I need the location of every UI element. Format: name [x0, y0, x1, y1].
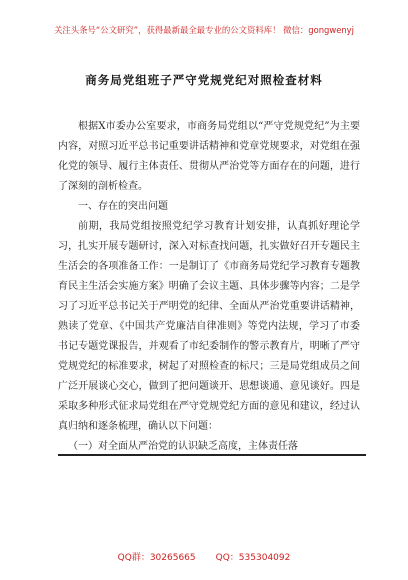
subsection-heading-text: （一）对全面从严治党的认识缺乏高度，主体责任落 — [68, 441, 298, 452]
heading-underline — [58, 454, 366, 456]
qq-group-number: QQ群：30265665 — [117, 553, 196, 563]
promo-banner: 关注头条号“公文研究”，获得最新最全最专业的公文资料库！ 微信：gongwenyj — [54, 25, 354, 35]
qq-number: QQ：535304092 — [215, 553, 291, 563]
document-body — [58, 117, 360, 457]
section-heading: 一、存在的突出问题 — [78, 201, 168, 212]
intro-paragraph: 根据X市委办公室要求，市商务局党组以“严守党规党纪”为主要内容，对照习近平总书记重要讲话精神和党章党规要求，对党组在强化党的领导、履行主体责任、贯彻从严治党等方面存在的问题，进行了深刻的剖析检查。 — [58, 121, 360, 192]
body-paragraph: 前期，我局党组按照党纪学习教育计划安排，认真抓好理论学习，扎实开展专题研讨，深入对标查找问题，扎实做好召开专题民主生活会的各项准备工作：一是制订了《市商务局党纪学习教育专题教育民主生活会实施方案》明确了会议主题、具体步骤等内容；二是学习了习近平总书记关于严明党的纪律、全面从严治党重要讲话精神，熟读了党章、《中国共产党廉洁自律准则》等党内法规，学习了市委书记专题党课报告，并观看了市纪委制作的警示教育片，明晰了严守党规党纪的标准要求，树起了对照检查的标尺；三是局党组成员之间广泛开展谈心交心，做到了把问题谈开、思想谈通、意见谈好。四是采取多种形式征求局党组在严守党规党纪方面的意见和建议，经过认真归纳和逐条梳理，确认以下问题： — [58, 221, 360, 432]
contact-footer — [0, 550, 408, 563]
subsection-heading — [58, 437, 360, 457]
document-title: 商务局党组班子严守党规党纪对照检查材料 — [85, 73, 323, 87]
